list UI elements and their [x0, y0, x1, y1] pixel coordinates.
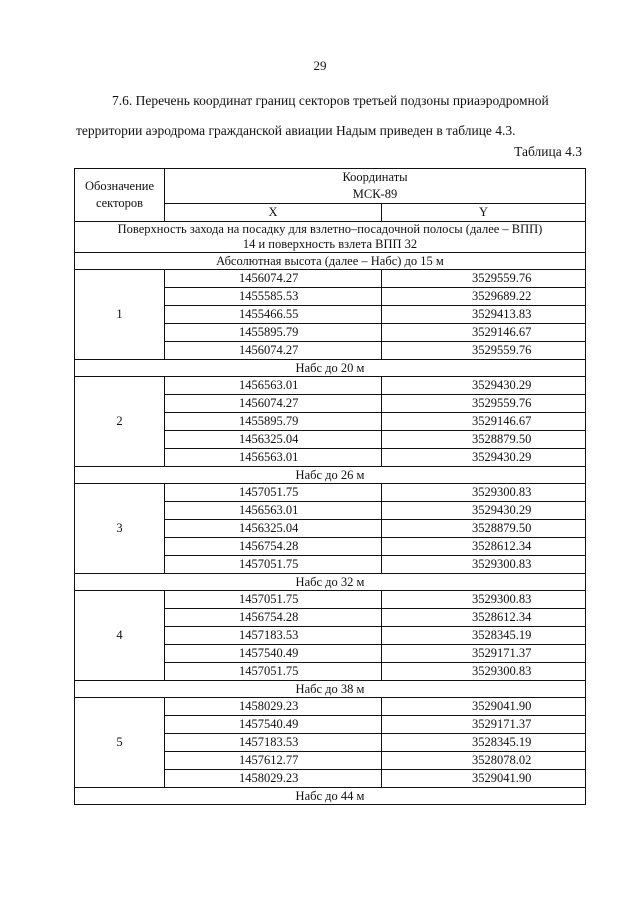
table-row	[75, 698, 586, 716]
x-coordinate: 1456325.04	[165, 431, 382, 449]
x-coordinate: 1457540.49	[165, 716, 382, 734]
y-coordinate: 3529146.67	[382, 413, 586, 431]
x-coordinate: 1456325.04	[165, 520, 382, 538]
height-limit-label: Набс до 38 м	[75, 681, 586, 698]
header-coordinates-label: Координаты	[342, 170, 408, 184]
sector-number: 1	[75, 270, 165, 360]
coordinates-table	[74, 168, 586, 805]
x-coordinate: 1456754.28	[165, 538, 382, 556]
y-coordinate: 3528345.19	[382, 627, 586, 645]
height-limit-label: Набс до 26 м	[75, 467, 586, 484]
y-coordinate: 3529430.29	[382, 502, 586, 520]
sector-number: 3	[75, 484, 165, 574]
height-limit-label: Набс до 20 м	[75, 360, 586, 377]
x-coordinate: 1457051.75	[165, 663, 382, 681]
x-coordinate: 1457051.75	[165, 556, 382, 574]
height-limit-row	[75, 360, 586, 377]
x-coordinate: 1457051.75	[165, 591, 382, 609]
header-sector-label: Обозначение секторов	[84, 179, 155, 210]
y-coordinate: 3529300.83	[382, 556, 586, 574]
x-coordinate: 1458029.23	[165, 698, 382, 716]
y-coordinate: 3529430.29	[382, 377, 586, 395]
y-coordinate: 3528612.34	[382, 609, 586, 627]
y-coordinate: 3529413.83	[382, 306, 586, 324]
y-coordinate: 3528345.19	[382, 734, 586, 752]
y-coordinate: 3528078.02	[382, 752, 586, 770]
table-row	[75, 270, 586, 288]
surface-title	[75, 222, 586, 253]
y-coordinate: 3529041.90	[382, 770, 586, 788]
header-y: Y	[382, 204, 586, 222]
y-coordinate: 3528879.50	[382, 431, 586, 449]
x-coordinate: 1457540.49	[165, 645, 382, 663]
height-limit-label: Набс до 32 м	[75, 574, 586, 591]
table-row	[75, 377, 586, 395]
x-coordinate: 1455466.55	[165, 306, 382, 324]
height-limit-row	[75, 681, 586, 698]
x-coordinate: 1457183.53	[165, 627, 382, 645]
height-limit-label: Набс до 44 м	[75, 788, 586, 805]
x-coordinate: 1456074.27	[165, 270, 382, 288]
header-sector-designation	[75, 169, 165, 222]
header-coordinates	[165, 169, 586, 204]
x-coordinate: 1455585.53	[165, 288, 382, 306]
y-coordinate: 3529146.67	[382, 324, 586, 342]
sector-number: 5	[75, 698, 165, 788]
header-coordinate-system: МСК-89	[352, 187, 398, 201]
intro-line-1: 7.6. Перечень координат границ секторов третьей подзоны приаэродромной	[112, 93, 549, 108]
intro-line-2: территории аэродрома гражданской авиации Надым приведен в таблице 4.3.	[76, 123, 516, 138]
x-coordinate: 1456563.01	[165, 449, 382, 467]
surface-title-line-1: Поверхность захода на посадку для взлетно–посадочной полосы (далее – ВПП)	[117, 222, 543, 236]
intro-paragraph	[76, 86, 584, 146]
x-coordinate: 1456563.01	[165, 502, 382, 520]
x-coordinate: 1456074.27	[165, 395, 382, 413]
y-coordinate: 3529559.76	[382, 395, 586, 413]
x-coordinate: 1455895.79	[165, 413, 382, 431]
y-coordinate: 3529559.76	[382, 270, 586, 288]
table-row	[75, 484, 586, 502]
y-coordinate: 3529559.76	[382, 342, 586, 360]
x-coordinate: 1455895.79	[165, 324, 382, 342]
x-coordinate: 1457612.77	[165, 752, 382, 770]
header-x: X	[165, 204, 382, 222]
x-coordinate: 1456074.27	[165, 342, 382, 360]
sector-number: 2	[75, 377, 165, 467]
sector-number: 4	[75, 591, 165, 681]
height-limit-label: Абсолютная высота (далее – Набс) до 15 м	[75, 253, 586, 270]
y-coordinate: 3529300.83	[382, 591, 586, 609]
table-row	[75, 591, 586, 609]
y-coordinate: 3529171.37	[382, 716, 586, 734]
height-limit-row	[75, 467, 586, 484]
y-coordinate: 3528879.50	[382, 520, 586, 538]
table-caption: Таблица 4.3	[514, 144, 582, 159]
height-limit-row	[75, 574, 586, 591]
surface-title-row	[75, 222, 586, 253]
height-limit-row	[75, 253, 586, 270]
y-coordinate: 3529430.29	[382, 449, 586, 467]
x-coordinate: 1456754.28	[165, 609, 382, 627]
y-coordinate: 3529300.83	[382, 663, 586, 681]
height-limit-row	[75, 788, 586, 805]
x-coordinate: 1458029.23	[165, 770, 382, 788]
x-coordinate: 1457051.75	[165, 484, 382, 502]
x-coordinate: 1456563.01	[165, 377, 382, 395]
y-coordinate: 3528612.34	[382, 538, 586, 556]
y-coordinate: 3529689.22	[382, 288, 586, 306]
y-coordinate: 3529171.37	[382, 645, 586, 663]
page-number: 29	[313, 58, 327, 73]
y-coordinate: 3529041.90	[382, 698, 586, 716]
x-coordinate: 1457183.53	[165, 734, 382, 752]
y-coordinate: 3529300.83	[382, 484, 586, 502]
surface-title-line-2: 14 и поверхность взлета ВПП 32	[242, 237, 418, 251]
